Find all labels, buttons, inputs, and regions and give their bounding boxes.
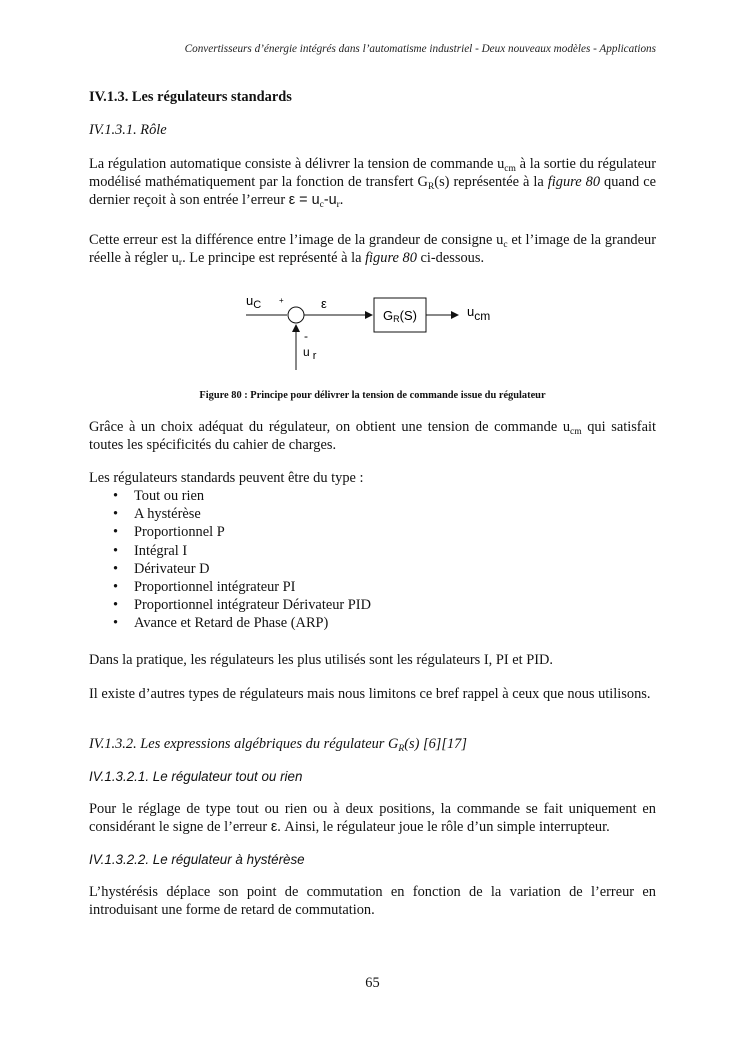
list-item <box>89 578 371 596</box>
section-title: IV.1.3. Les régulateurs standards <box>89 89 292 105</box>
paragraph-others: Il existe d’autres types de régulateurs mais nous limitons ce bref rappel à ceux que nous utilisons. <box>89 686 651 702</box>
list-item <box>89 560 371 578</box>
list-item-label: Proportionnel intégrateur Dérivateur PID <box>134 597 371 614</box>
list-item-label: Intégral I <box>134 542 188 559</box>
input-uc-label: $u_C$ <box>246 293 262 311</box>
list-item-label: A hystérèse <box>134 506 201 523</box>
page-number: 65 <box>365 975 380 991</box>
bullet-icon: • <box>113 542 119 559</box>
list-intro: Les régulateurs standards peuvent être du type : <box>89 470 364 486</box>
summing-junction <box>288 307 304 323</box>
output-ucm-label: ucm <box>467 304 491 323</box>
bullet-icon: • <box>113 506 119 523</box>
paragraph-tor: Pour le réglage de type tout ou rien ou à deux positions, la commande se fait uniquement en considérant le signe de l’erreur ε. Ainsi, le régulateur joue le rôle d’un simple interrupteur. <box>89 801 656 835</box>
epsilon-label: ε <box>321 296 327 311</box>
regulator-types-list <box>89 487 371 633</box>
list-item <box>89 523 371 541</box>
paragraph-hysteresis: L’hystérésis déplace son point de commutation en fonction de la variation de l’erreur en introduisant une forme de retard de commutation. <box>89 884 656 918</box>
bullet-icon: • <box>113 597 119 614</box>
list-item-label: Tout ou rien <box>134 488 205 504</box>
minus-sign: - <box>304 329 308 343</box>
subsection-expressions-title: IV.1.3.2. Les expressions algébriques du régulateur $G_R(s)$ [6][17] <box>89 736 467 754</box>
list-item <box>89 614 371 632</box>
bullet-icon: • <box>113 560 119 577</box>
bullet-icon: • <box>113 488 119 504</box>
list-item <box>89 487 371 505</box>
figure-ref: figure 80 <box>365 250 417 266</box>
regulator-block-diagram <box>240 290 510 370</box>
subsection-role-title: IV.1.3.1. Rôle <box>89 122 167 138</box>
paragraph-choice: Grâce à un choix adéquat du régulateur, on obtient une tension de commande $u_{cm}$ qui satisfait toutes les spécificités du cahier de charges. <box>89 419 656 453</box>
subsubsection-hyst-title: IV.1.3.2.2. Le régulateur à hystérèse <box>89 852 305 867</box>
list-item-label: Avance et Retard de Phase (ARP) <box>134 615 329 632</box>
bullet-icon: • <box>113 615 119 632</box>
paragraph-practice: Dans la pratique, les régulateurs les plus utilisés sont les régulateurs I, PI et PID. <box>89 652 553 668</box>
figure-ref: figure 80 <box>547 174 601 190</box>
list-item-label: Proportionnel P <box>134 524 225 541</box>
paragraph-regulation: La régulation automatique consiste à délivrer la tension de commande $u_{cm}$ à la sortie du régulateur modélisé mathématiquement par la fonction de transfert $G_R(s)$ représentée à la figure 80 quand ce dernier reçoit à son entrée l’erreur $\varepsilon = u_c-u_r$. <box>89 156 657 210</box>
feedback-ur-label: u r <box>303 345 317 362</box>
list-item-label: Dérivateur D <box>134 560 210 577</box>
list-item <box>89 505 371 523</box>
figure-caption: Figure 80 : Principe pour délivrer la tension de commande issue du régulateur <box>199 390 546 401</box>
running-header: Convertisseurs d’énergie intégrés dans l’automatisme industriel - Deux nouveaux modèles - Applications <box>184 43 656 55</box>
list-item <box>89 542 371 560</box>
list-item <box>89 596 371 614</box>
list-item-label: Proportionnel intégrateur PI <box>134 579 296 596</box>
bullet-icon: • <box>113 579 119 596</box>
paragraph-error: Cette erreur est la différence entre l’image de la grandeur de consigne $u_c$ et l’image de la grandeur réelle à régler $u_r$. Le principe est représenté à la figure 80 ci-dessous. <box>89 232 656 268</box>
block-label: GR(S) <box>383 308 417 324</box>
subsubsection-tor-title: IV.1.3.2.1. Le régulateur tout ou rien <box>89 769 303 784</box>
bullet-icon: • <box>113 524 119 541</box>
plus-sign: + <box>279 296 284 305</box>
